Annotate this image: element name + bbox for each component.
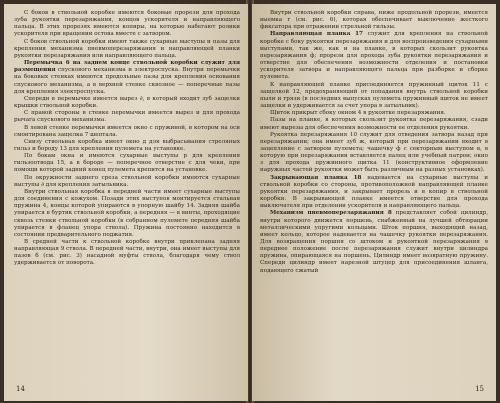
- paragraph: Спереди в перемычке имеется вырез ∂, в который входит зуб защелки крышки ствольной коробки.: [14, 95, 240, 110]
- right-page: [252, 4, 496, 401]
- paragraph: [14, 60, 240, 96]
- paragraph: Пазы на планке, в которых скользит рукоятка перезаряжания, сзади имеют вырезы для обеспечения возможности ее отделения рукоятки.: [260, 117, 488, 131]
- paragraph-body: спускового механизма и электроспуска. Внутри перемычки на боковых стенках имеются продольные пазы для крепления основания спускового механизма, а в верхней стенке сквозное — поперечные пазы для крепления электроспуска.: [14, 67, 240, 95]
- page-number: 15: [475, 385, 484, 393]
- paragraph: [260, 175, 488, 211]
- paragraph-body: надевается на сухарные выступы и ствольной коробки со стороны, противоположной направляющей планке рукоятки перезаряжания, и закрывает прорезь и в копир в ствольной коробки. В закрывающей планке имеется отверстие для прохода выключателя при отделении ускорителя и направляющего пальца.: [260, 174, 489, 210]
- paragraph-body: служит для крепления на ствольной коробке с боку рукоятки перезаряжания и для воспроизведения сухарными выступами, так же, как и на планке, в которых скользит рукоятка перезаряжания ф; прорези для прохода зуба рукоятки перезаряжания и отверстие для обеспечения возможности отделения и постановки ускорителя затвора и направляющего пальца при разборке и сборке пулемета.: [260, 31, 488, 81]
- paragraph: Внутри ствольная коробка в передней части имеет сухарные выступы для соединения с кожухом. Позади этих выступов монтируется стальная пружина 4, концы которой упираются в упорную шайбу 14. Задняя шайба упирается в буртик ствольной коробки, а передняя — в винты, проходящие сквозь стенки ствольной коробки (в собранном пулемете передняя шайба упирается в фланец упора ствола). Пружина постоянно находится в состоянии предварительного поджатия.: [14, 188, 240, 238]
- paragraph: С боков в ствольной коробке имеются боковые прорези для прохода зуба рукоятки перезаряжания, концов ускорителя и направляющего пальца. В этих прорезях имеются копиры, на которые набегают ролики ускорителя при вращении остова вместе с затвором.: [14, 10, 240, 38]
- paragraph: Рукоятка перезаряжания 10 служит для отведения затвора назад при перезаряжании; она имеет зуб ж, который при перезаряжании входит в зацепление с затвором пулемета; чашечку ф с секторным выступом в, в которую при перезаряжании вставляется палец или учебный патрон; окно з для прохода пружинного щитка 11 (конструктивное оформление наружных частей рукоятки может быть различным на разных установках).: [260, 131, 488, 174]
- paragraph: В левой стенке перемычки имеется окно с пружиной, в котором на оси смонтирована защелка 7 шептала.: [14, 124, 240, 138]
- paragraph: Внутри ствольной коробки справа, ниже продольной прорези, имеется выемка г (см. рис. 6), которая обеспечивает выключение жесткого фиксатора при отражении стрельной гильзы.: [260, 10, 488, 31]
- paragraph: Снизу ствольная коробка имеет окно д для выбрасывания стреляных гильз и бороду 13 для крепления пулемета на установке.: [14, 138, 240, 152]
- paragraph: По окружности заднего среза ствольной коробки имеются сухарные выступы ∂ для крепления затыльника.: [14, 174, 240, 188]
- paragraph-lead: Закрывающая планка 18: [270, 174, 362, 181]
- paragraph: По бокам окна и имеются сухарные выступы р для крепления гильзоотвода 15, а в бороде — поперечное отверстие с для чеки, при помощи которой задний конец пулемета крепится на установке.: [14, 153, 240, 174]
- paragraph: В средней части к ствольной коробке внутри приклепана задняя направляющая 9 ствола. В передней части, внутри, она имеет выступы для пазов б (см. рис. 3) насадной муфты ствола, благодаря чему ствол удерживается от поворота.: [14, 239, 240, 267]
- paragraph: С боков ствольной коробки имеют также сухарные выступы и пазы для крепления механизма пневмоперезаряжания и направляющей планки рукоятки перезаряжания или направляющего пальца.: [14, 38, 240, 59]
- paragraph: Щиток прикрыт сбоку окном 4 в рукоятке перезаряжания.: [270, 110, 446, 117]
- paragraph-lead: Направляющая планка 17: [270, 31, 363, 38]
- paragraph-lead: Перемычка 6 на заднем конце ствольной коробки служит для размещения: [14, 60, 240, 74]
- page-number: 14: [16, 385, 25, 393]
- left-page: [4, 4, 248, 401]
- paragraph-body: представляет собой цилиндр, внутри которого движется поршень, снабженный на лучшей обтюрации металлическими упругими кольцами. Шток поршня, выходящий назад, имеет кольцо, которое надевается на чашечку рукоятки перезаряжания. Для возвращения поршня со штоком и рукояткой перезаряжания в переднее положение после перезаряжания служит внутри цилиндра пружина, опирающаяся на поршень. Цилиндр имеет возвратную пружину. Спереди цилиндр имеет нарезной штуцер для присоединения шланга, подающего сжатый: [260, 210, 488, 274]
- paragraph: [260, 210, 488, 274]
- paragraph: С правой стороны в стенке перемычки имеется вырез и для прохода рычага спускового механизма.: [14, 110, 240, 124]
- paragraph: К направляющей планке присоединяется пружинный щиток 11 с защелкой 12, предохраняющий от попадания внутрь ствольной коробки пыли и грязи (в последних выпусках пулемета пружинный щиток не имеет защелки и удерживается за счет упора в затыльник).: [260, 81, 488, 110]
- paragraph: [260, 31, 488, 81]
- paragraph-lead: Механизм пневмоперезаряжания 8: [270, 210, 392, 217]
